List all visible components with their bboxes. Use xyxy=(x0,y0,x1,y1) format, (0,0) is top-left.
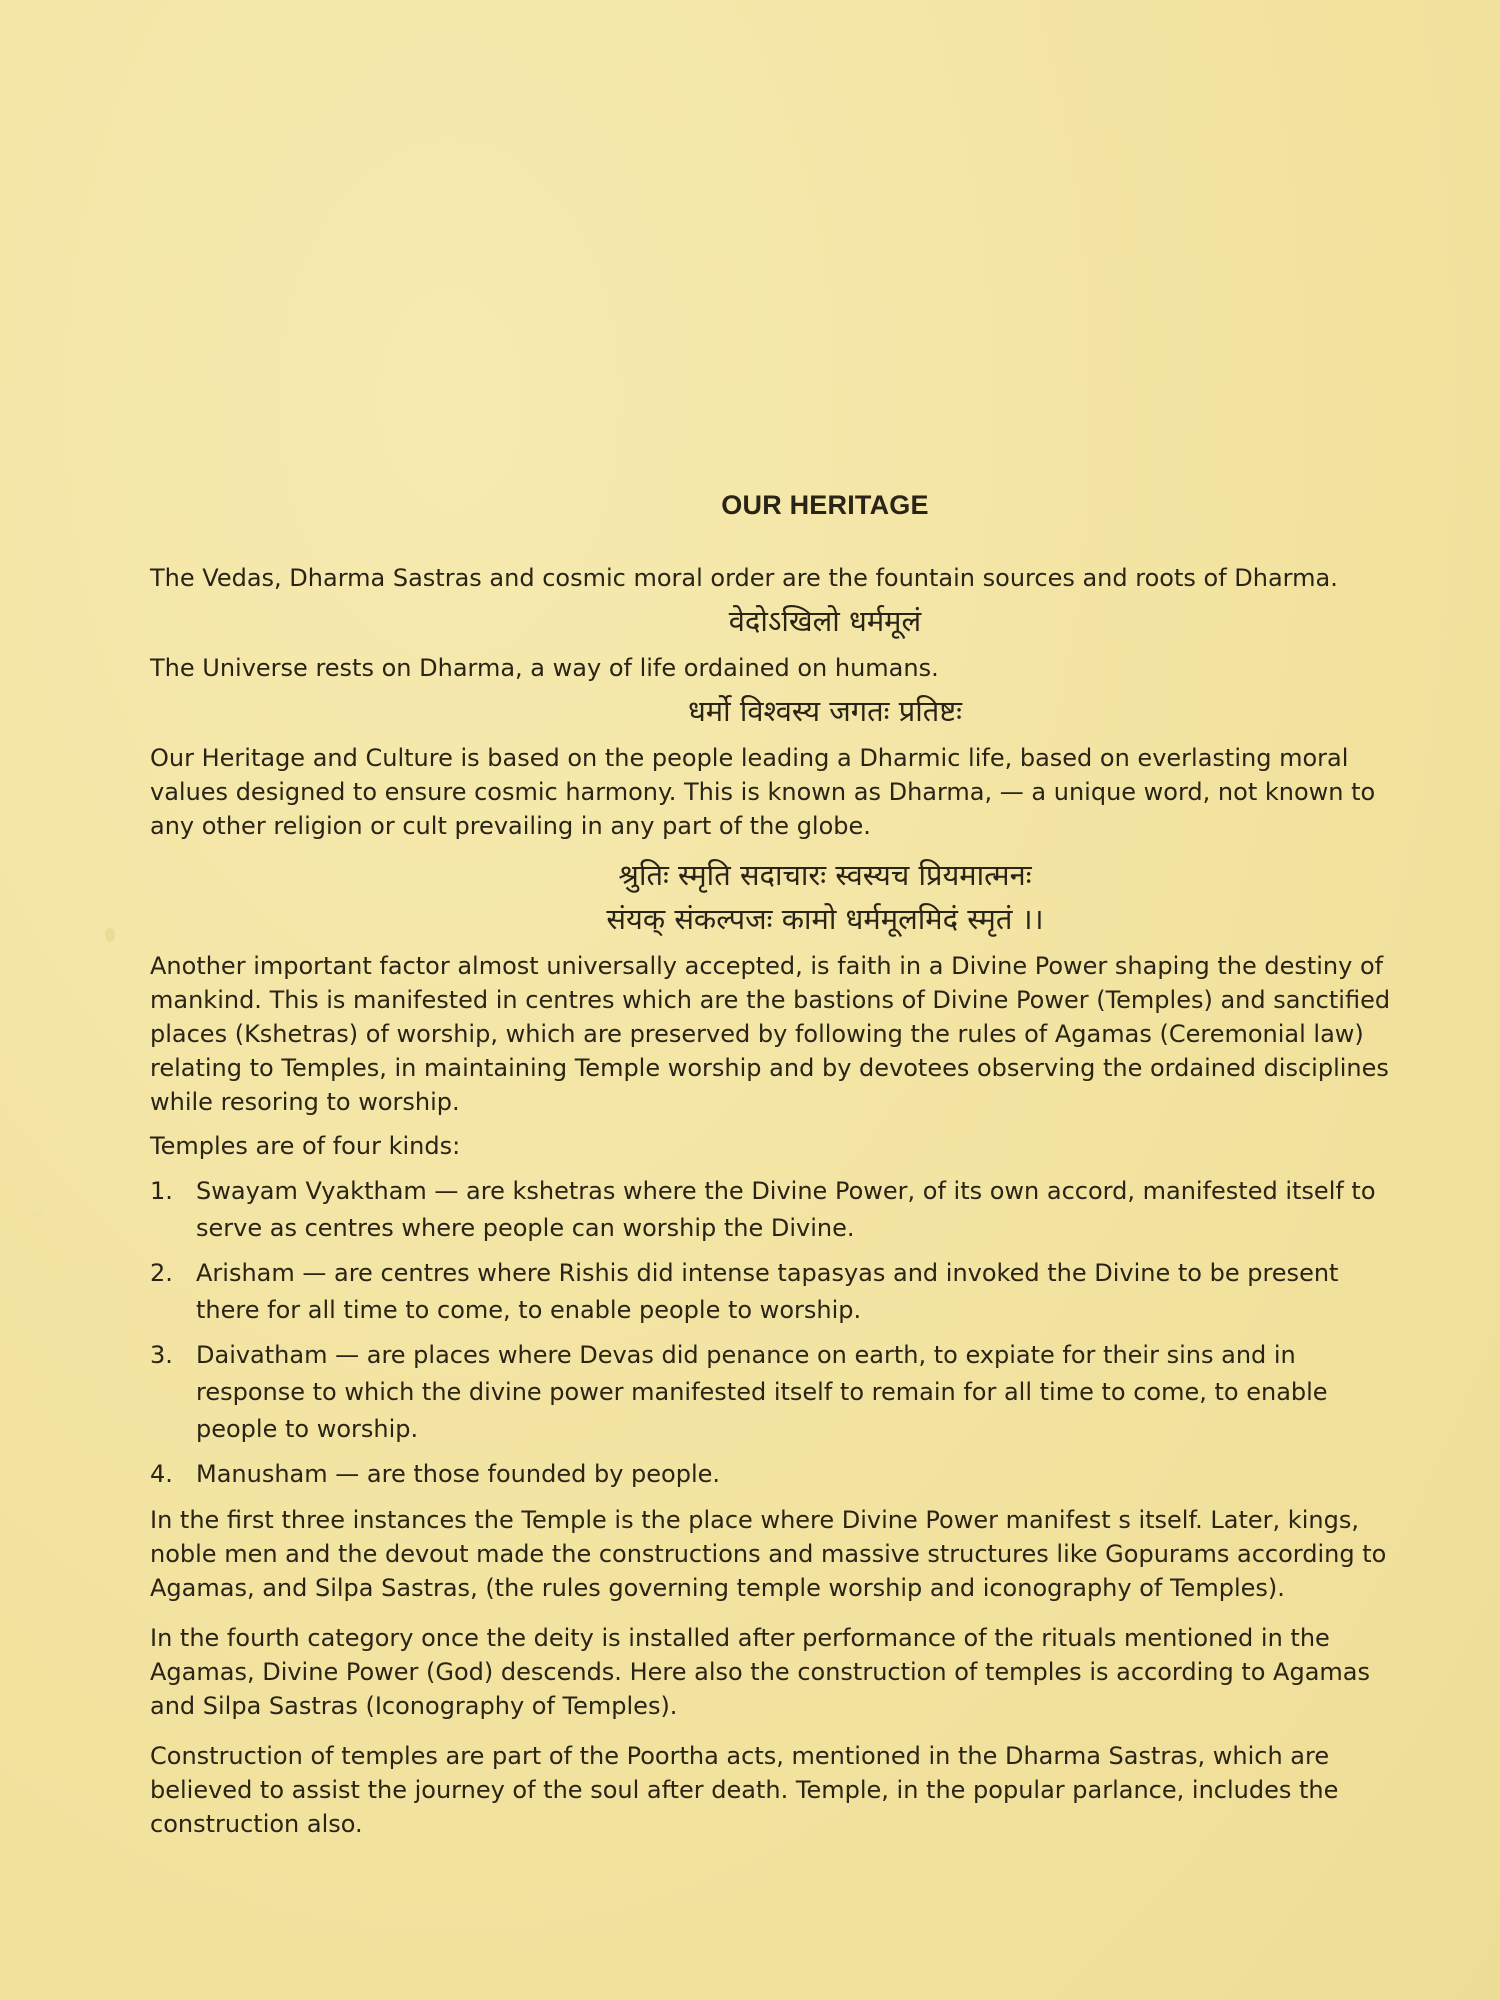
document-page xyxy=(150,490,1400,1841)
paragraph-heritage: Our Heritage and Culture is based on the people leading a Dharmic life, based on everlasting moral values designed to ensure cosmic harmony. This is known as Dharma, — a unique word, not known to any other religion or cult prevailing in any part of the globe. xyxy=(150,744,1376,840)
list-item-number: 3. xyxy=(150,1341,173,1369)
paragraph-divine-power: Another important factor almost universally accepted, is faith in a Divine Power shaping the destiny of mankind. This is manifested in centres which are the bastions of Divine Power (Temples) and sanctified places (Kshetras) of worship, which are preserved by following the rules of Agamas (Ceremonial law) relating to Temples, in maintaining Temple worship and by devotees observing the ordained disciplines while resoring to worship. xyxy=(150,952,1391,1116)
list-item-text: Daivatham — are places where Devas did penance on earth, to expiate for their sins and in response to which the divine power manifested itself to remain for all time to come, to enable people to worship. xyxy=(196,1341,1328,1443)
paragraph-poortha: Construction of temples are part of the Poortha acts, mentioned in the Dharma Sastras, which are believed to assist the journey of the soul after death. Temple, in the popular parlance, includes the construction also. xyxy=(150,1742,1339,1838)
paragraph-fourth-category: In the fourth category once the deity is installed after performance of the rituals mentioned in the Agamas, Divine Power (God) descends. Here also the construction of temples is according to Agamas and Silpa Sastras (Iconography of Temples). xyxy=(150,1624,1370,1720)
list-item xyxy=(150,1255,1400,1329)
sanskrit-verse-3a: श्रुतिः स्मृति सदाचारः स्वस्यच प्रियमात्मनः xyxy=(618,858,1032,892)
sanskrit-verse-1: वेदोऽखिलो धर्ममूलं xyxy=(728,604,922,638)
list-item-number: 4. xyxy=(150,1460,173,1488)
list-item-number: 2. xyxy=(150,1259,173,1287)
list-item-number: 1. xyxy=(150,1177,173,1205)
page-title: OUR HERITAGE xyxy=(721,490,929,520)
paragraph-first-three: In the first three instances the Temple is the place where Divine Power manifest s itself. Later, kings, noble men and the devout made the constructions and massive structures like Gopurams according to Agamas, and Silpa Sastras, (the rules governing temple worship and iconography of Temples). xyxy=(150,1506,1387,1602)
paragraph-vedas: The Vedas, Dharma Sastras and cosmic moral order are the fountain sources and roots of Dharma. xyxy=(150,564,1338,592)
sanskrit-verse-3b: संयक् संकल्पजः कामो धर्ममूलमिदं स्मृतं ।। xyxy=(606,902,1044,936)
paragraph-universe: The Universe rests on Dharma, a way of life ordained on humans. xyxy=(150,654,939,682)
list-item xyxy=(150,1337,1400,1448)
temples-kinds-intro: Temples are of four kinds: xyxy=(150,1132,461,1160)
list-item xyxy=(150,1456,1400,1493)
paper-speck xyxy=(105,928,115,942)
list-item-text: Manusham — are those founded by people. xyxy=(196,1460,721,1488)
sanskrit-verse-2: धर्मो विश्वस्य जगतः प्रतिष्टः xyxy=(687,694,963,728)
list-item xyxy=(150,1173,1400,1247)
paper-speck xyxy=(30,1210,44,1216)
temple-kinds-list xyxy=(150,1173,1400,1493)
list-item-text: Arisham — are centres where Rishis did intense tapasyas and invoked the Divine to be present there for all time to come, to enable people to worship. xyxy=(196,1259,1339,1324)
list-item-text: Swayam Vyaktham — are kshetras where the Divine Power, of its own accord, manifested itself to serve as centres where people can worship the Divine. xyxy=(196,1177,1376,1242)
